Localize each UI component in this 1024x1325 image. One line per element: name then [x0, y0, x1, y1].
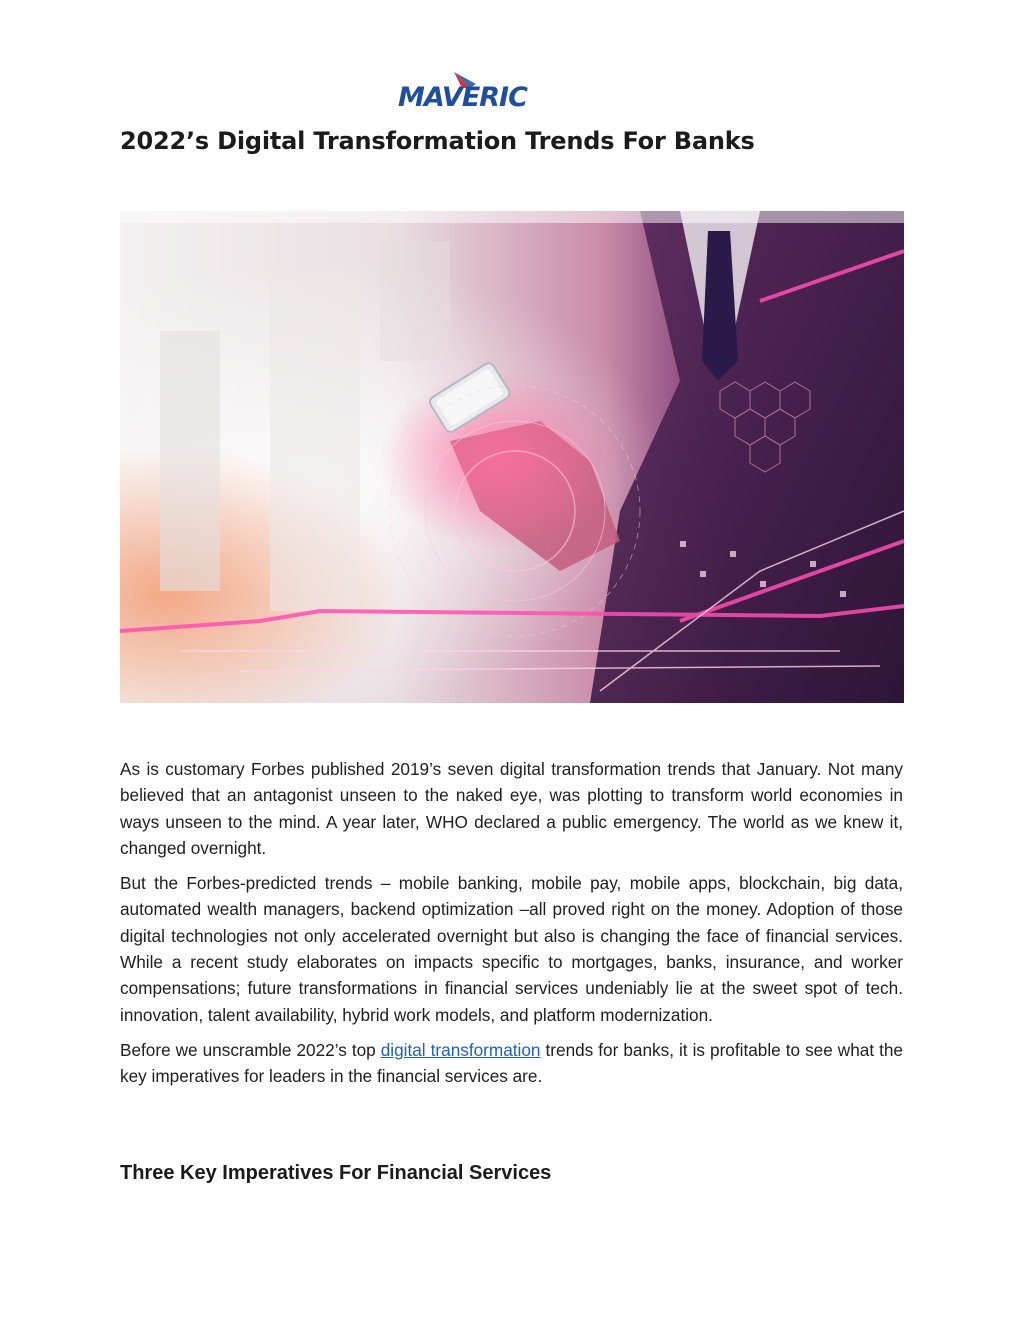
hero-image: [120, 211, 904, 703]
section-heading: Three Key Imperatives For Financial Services: [120, 1162, 552, 1184]
article-body: [120, 756, 903, 1099]
paragraph-2: But the Forbes-predicted trends – mobile banking, mobile pay, mobile apps, blockchain, big data, automated wealth managers, backend optimization –all proved right on the money. Adoption of those digital technologies not only accelerated overnight but also is changing the face of financial services. While a recent study elaborates on impacts specific to mortgages, banks, insurance, and worker compensations; future transformations in financial services undeniably lie at the sweet spot of tech. innovation, talent availability, hybrid work models, and platform modernization.: [120, 873, 903, 1025]
maveric-logo: [396, 68, 548, 112]
paragraph-1: As is customary Forbes published 2019’s seven digital transformation trends that January. Not many believed that an antagonist unseen to the naked eye, was plotting to transform world economies in ways unseen to the mind. A year later, WHO declared a public emergency. The world as we knew it, changed overnight.: [120, 759, 903, 858]
paragraph-3-start: Before we unscramble 2022’s top: [120, 1039, 381, 1060]
logo-wordmark: MAVERIC: [398, 82, 527, 112]
digital-transformation-link[interactable]: digital transformation: [380, 1039, 541, 1060]
page-title: 2022’s Digital Transformation Trends For Banks: [120, 127, 755, 155]
paragraph-3: [120, 1037, 903, 1090]
paragraph-3-end: trends for banks, it is profitable to see what the key imperatives for leaders in the financial services are.: [120, 1039, 903, 1087]
